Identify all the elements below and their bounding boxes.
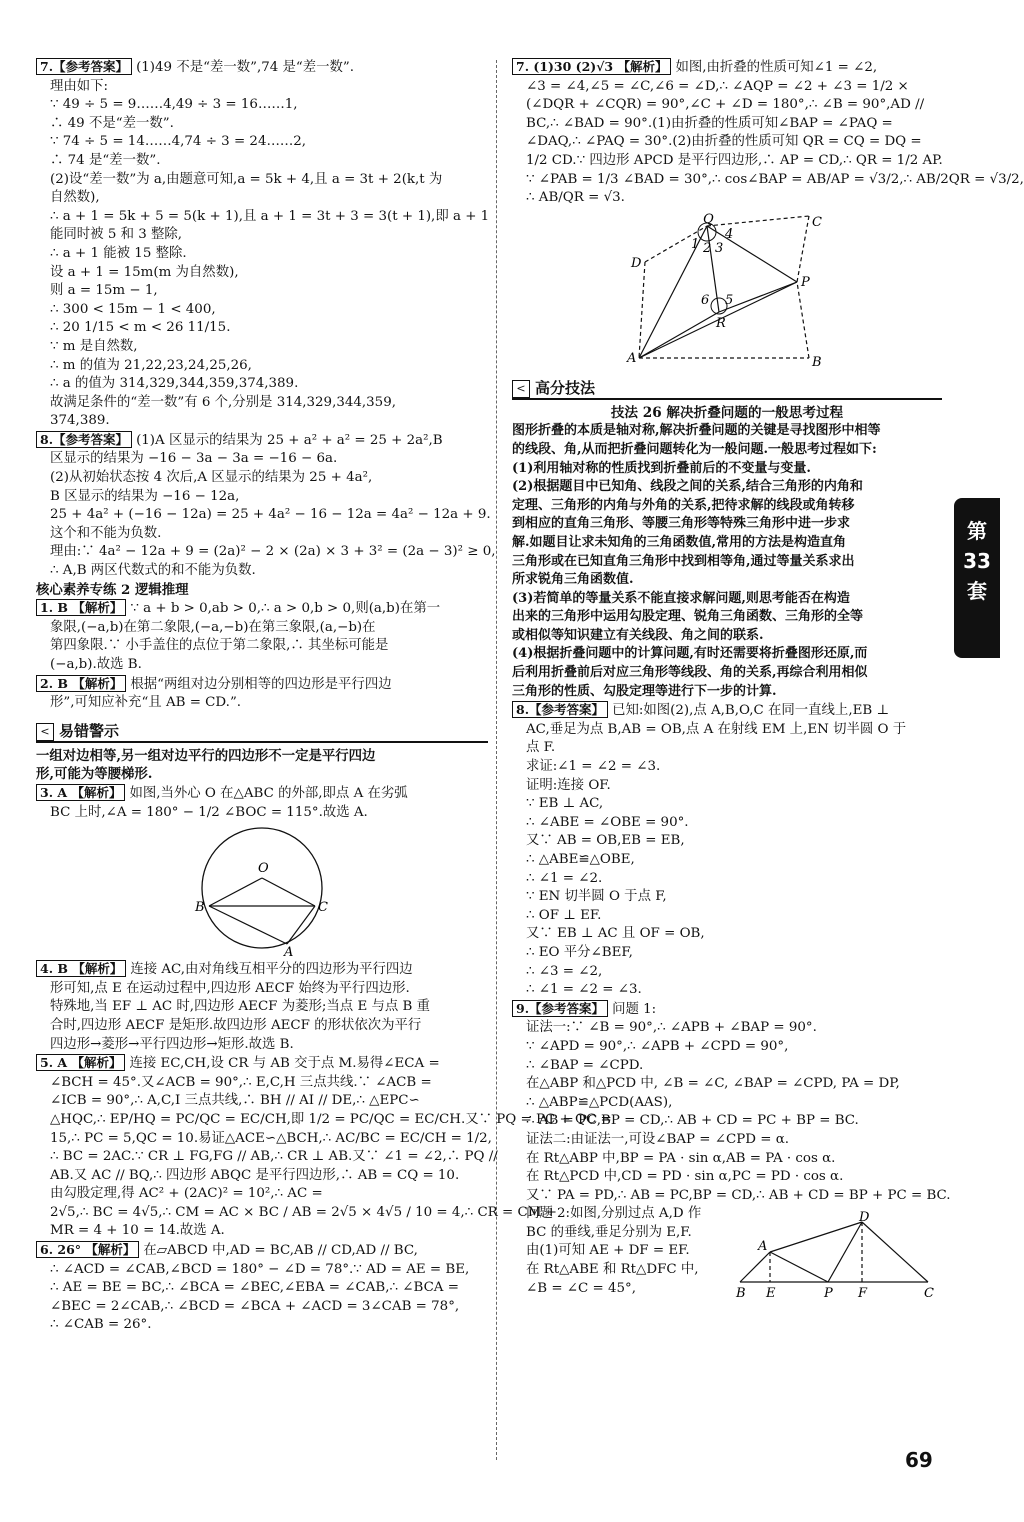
left3-line [36,1148,498,1167]
segment-oc [262,878,315,906]
line-text: ∴ ∠ACD = ∠CAB,∠BCD = 180° − ∠D = 78°.∵ AD = AE = BE, [50,1261,470,1277]
label-b: B [195,900,205,916]
line-text: ∠BCH = 45°.又∠ACB = 90°,∴ E,C,H 三点共线.∵ ∠ACB = [50,1074,432,1090]
left-line [36,637,488,656]
line-text: 由勾股定理,得 AC² + (2AC)² = 10²,∴ AC = [50,1186,323,1202]
left-line [36,338,488,357]
line-text: (1)A 区显示的结果为 25 + a² + a² = 25 + 2a²,B [136,432,443,448]
right-line [512,58,942,78]
answer-label: 1. B 【解析】 [36,599,126,616]
left-line [36,375,488,394]
line-text: ∵ a + b > 0,ab > 0,∴ a > 0,b > 0,则(a,b)在第一 [130,601,441,617]
label-d: D [631,255,642,271]
line-text: B 区显示的结果为 −16 − 12a, [50,488,240,504]
line-text: ∴ BC = 2AC.∵ CR ⊥ FG,FG // AB,∴ CR ⊥ AB.又∵ ∠1 = ∠2,∴ PQ // [50,1149,498,1165]
line-text: 在▱ABCD 中,AD = BC,AB // CD,AD // BC, [143,1243,418,1259]
label-e: E [766,1286,776,1302]
line-text: ∴ 20 1/15 < m < 26 11/15. [50,320,231,336]
page-number: 69 [905,1448,933,1472]
left-line [36,599,488,619]
right2-line [512,1131,942,1150]
technique-text: 出来的三角形中运用勾股定理、锐角三角函数、三角形的全等 [512,609,864,625]
circle-figure [187,826,337,961]
right-line [512,96,942,115]
segment-qc [707,216,809,226]
left3-line [36,1261,488,1280]
line-text: 已知:如图(2),点 A,B,O,C 在同一直线上,EB ⊥ [612,703,890,719]
line-text: 1/2 CD.∵ 四边形 APCD 是平行四边形,∴ AP = CD,∴ QR = 1/2 AP. [526,152,943,168]
line-text: 形可知,点 E 在运动过程中,四边形 AECF 始终为平行四边形. [50,980,410,996]
right2-line [512,851,942,870]
line-text: 第四象限.∵ 小手盖住的点位于第二象限,∴ 其坐标可能是 [50,638,389,654]
angle-3: 3 [715,240,724,256]
left3-line [36,1298,488,1317]
left-line [36,431,488,451]
tab-char-1: 第 [967,519,987,543]
left-line [36,301,488,320]
line-text: ∴ ∠3 = ∠2, [526,963,603,979]
line-text: ∠3 = ∠4,∠5 = ∠C,∠6 = ∠D,∴ ∠AQP = ∠2 + ∠3 = 1/2 × [526,78,909,94]
right-line [512,115,942,134]
line-text: ∴ △ABE≌△OBE, [526,852,635,867]
technique-text: 三角形的性质、勾股定理等进行下一步的计算. [512,683,777,699]
line-text: ∵ m 是自然数, [50,338,138,354]
line-text: 证法二:由证法一,可设∠BAP = ∠CPD = α. [526,1131,789,1147]
line-text: 形”,可知应补充“且 AB = CD.”. [50,695,242,711]
left3-line [36,1204,557,1223]
left2-line [36,784,488,804]
line-text: ∴ ∠1 = ∠2 = ∠3. [526,982,642,998]
left-line [36,675,488,695]
line-text: (2)设“差一数”为 a,由题意可知,a = 5k + 4,且 a = 3t + 2(k,t 为 [50,171,443,187]
label-c: C [924,1286,934,1302]
left3-line [36,1316,488,1335]
line-text: 又∵ AB = OB,EB = EB, [526,833,685,849]
line-text: 15,∴ PC = 5,QC = 10.易证△ACE∽△BCH,∴ AC/BC = EC/CH = 1/2, [50,1130,492,1146]
line-text: (−a,b).故选 B. [50,657,142,672]
right2-line [512,1057,942,1076]
line-text: ∠ICB = 90°,∴ A,C,I 三点共线,∴ BH // AI // DE,∴ △EPC∽ [50,1093,420,1109]
left-line [36,96,488,115]
angle-6: 6 [701,292,710,308]
line-text: ∴ AB/QR = √3. [526,190,625,206]
technique-text: 到相应的直角三角形、等腰三角形等特殊三角形中进一步求 [512,516,851,532]
left3-line [36,1167,488,1186]
trapezoid-figure [732,1212,942,1302]
left3-line [36,1279,488,1298]
left3-line [36,1074,488,1093]
tab-char-2: 33 [963,549,991,573]
line-text: ∴ A,B 两区代数式的和不能为负数. [50,563,256,579]
line-text: BC,∴ ∠BAD = 90°.(1)由折叠的性质可知∠BAP = ∠PAQ = [526,115,893,131]
section-marker-icon: < [512,380,530,398]
line-text: ∵ ∠APD = 90°,∴ ∠APB + ∠CPD = 90°, [526,1038,789,1054]
line-text: (2)从初始状态按 4 次后,A 区显示的结果为 25 + 4a², [50,470,373,486]
left-line [36,115,488,134]
left-line [36,562,488,581]
line-text: ∴ △ABP≌△PCD(AAS), [526,1094,673,1110]
left3-line [36,980,488,999]
left-line [36,282,488,301]
line-text: BC 的垂线,垂足分别为 E,F. [526,1224,692,1240]
label-a: A [284,945,294,961]
line-text: 自然数), [50,190,100,206]
right2-line [512,1168,942,1187]
line-text: ∠DAQ,∴ ∠PAQ = 30°.(2)由折叠的性质可知 QR = CQ = DQ = [526,134,922,150]
line-text: ∴ a + 1 = 5k + 5 = 5(k + 1),且 a + 1 = 3t + 3 = 3(t + 1),即 a + 1 [50,208,490,224]
label-b: B [736,1286,746,1302]
segment-bo [209,878,262,906]
label-q: Q [703,211,714,227]
line-text: ∴ ∠BAP = ∠CPD. [526,1057,644,1073]
left-line [36,319,488,338]
line-text: 问题 2:如图,分别过点 A,D 作 [526,1206,702,1222]
line-text: MR = 4 + 10 = 14.故选 A. [50,1223,225,1239]
left3-line [36,1130,492,1149]
segment-bp [797,282,809,358]
left-line [36,208,488,227]
technique-text: 解.如题目让求未知角的三角函数值,常用的方法是构造直角 [512,534,847,550]
label-a: A [758,1239,768,1255]
right2-line [512,758,942,777]
line-text: 2√5,∴ BC = 4√5,∴ CM = AC × BC / AB = 2√5 × 4√5 / 10 = 4,∴ CR = CM + [50,1204,557,1220]
line-text: 设 a + 1 = 15m(m 为自然数), [50,264,239,280]
angle-1: 1 [691,236,700,252]
line-text: 连接 AC,由对角线互相平分的四边形为平行四边 [130,962,413,978]
left3-line [36,1222,488,1241]
line-text: ∴ a + 1 能被 15 整除. [50,245,187,261]
line-text: 又∵ PA = PD,∴ AB = PC,BP = CD,∴ AB + CD = BP + PC = BC. [526,1187,951,1203]
line-text: ∵ EB ⊥ AC, [526,796,604,812]
answer-label: 5. A 【解析】 [36,1054,125,1071]
right-line [512,152,942,171]
line-text: 在 Rt△PCD 中,CD = PD · sin α,PC = PD · cos α. [526,1169,844,1185]
answer-label: 2. B 【解析】 [36,675,126,692]
right2-line [512,814,942,833]
right2-line [512,1112,942,1131]
answer-label: 8.【参考答案】 [512,701,608,718]
line-text: 理由:∵ 4a² − 12a + 9 = (2a)² − 2 × (2a) × 3 + 3² = (2a − 3)² ≥ 0, [50,544,496,560]
left2-line [36,804,488,823]
left3-line [36,1111,612,1130]
column-divider [496,60,497,1460]
line-text: 根据“两组对边分别相等的四边形是平行四边 [130,676,392,692]
left-line [36,469,488,488]
line-text: 在 Rt△ABP 中,BP = PA · sin α,AB = PA · cos α. [526,1150,836,1166]
high-score-technique-banner [512,374,942,400]
label-c: C [318,900,328,916]
left3-line [36,1017,488,1036]
label-d: D [859,1210,870,1226]
line-text: 又∵ EB ⊥ AC 且 OF = OB, [526,926,705,942]
left-line [36,189,488,208]
technique-text: 的线段、角,从而把折叠问题转化为一般问题.一般思考过程如下: [512,441,877,457]
line-text: ∴ 49 不是“差一数”. [50,115,174,131]
left3-line [36,1036,488,1055]
label-b: B [812,354,822,370]
tab-char-3: 套 [967,579,987,603]
line-text: ∴ ∠CAB = 26°. [50,1317,152,1333]
segment-da [639,262,645,358]
line-text: 能同时被 5 和 3 整除, [50,227,183,243]
right2-line [512,870,942,889]
left3-line [36,960,488,980]
left3-line [36,1054,488,1074]
banner-title: 易错警示 [59,722,120,741]
line-text: (∠DQR + ∠CQR) = 90°,∠C + ∠D = 180°,∴ ∠B = 90°,AD // [526,97,925,113]
line-text: (1)49 不是“差一数”,74 是“差一数”. [136,60,355,75]
error-warning-banner [36,717,488,743]
line-text: 问题 1: [612,1001,657,1017]
technique-text: 三角形或在已知直角三角形中找到相等角,通过等量关系求出 [512,553,855,569]
section-tab [954,498,1000,658]
left-line [36,133,488,152]
label-p: P [824,1286,833,1302]
line-text: 合时,四边形 AECF 是矩形.故四边形 AECF 的形状依次为平行 [50,1017,422,1033]
technique-text: (1)利用轴对称的性质找到折叠前后的不变量与变量. [512,460,811,476]
left-line [36,152,488,171]
technique-text: 定理、三角形的内角与外角的关系,把待求解的线段或角转移 [512,497,855,513]
left-line [36,450,488,469]
technique-text: (2)根据题目中已知角、线段之间的关系,结合三角形的内角和 [512,479,863,495]
line-text: 如图,由折叠的性质可知∠1 = ∠2, [675,60,878,75]
line-text: ∴ ∠ABE = ∠OBE = 90°. [526,814,689,830]
right-line [512,133,942,152]
line-text: 特殊地,当 EF ⊥ AC 时,四边形 AECF 为菱形;当点 E 与点 B 重 [50,999,431,1015]
segment-ba [740,1252,770,1282]
line-text: ∠B = ∠C = 45°, [526,1280,636,1296]
right2-line [512,1000,942,1020]
line-text: AC,垂足为点 B,AB = OB,点 A 在射线 EM 上,EN 切半圆 O 于 [526,721,907,737]
right2-line [512,1150,942,1169]
technique-text: (3)若简单的等量关系不能直接求解问题,则思考能否在构造 [512,590,850,606]
line-text: BC 上时,∠A = 180° − 1/2 ∠BOC = 115°.故选 A. [50,804,368,820]
line-text: 在 Rt△ABE 和 Rt△DFC 中, [526,1262,699,1278]
technique-text: 图形折叠的本质是轴对称,解决折叠问题的关键是寻找图形中相等 [512,423,881,439]
answer-label: 9.【参考答案】 [512,1000,608,1017]
right2-line [512,701,942,721]
line-text: ∵ EN 切半圆 O 于点 F, [526,889,667,905]
label-p: P [801,274,810,290]
right2-line [512,832,942,851]
angle-5: 5 [725,292,734,308]
left-line [36,506,491,525]
right2-line [512,925,942,944]
right2-line [512,888,942,907]
right2-line [512,739,942,758]
line-text: 理由如下: [50,78,109,94]
line-text: 374,389. [50,413,110,429]
fold-figure [627,212,827,370]
circumcircle [202,828,322,948]
line-text: 在△ABP 和△PCD 中, ∠B = ∠C, ∠BAP = ∠CPD, PA = DP, [526,1076,900,1092]
line-text: 连接 EC,CH,设 CR 与 AB 交于点 M.易得∠ECA = [129,1056,440,1072]
right2-line [512,1094,942,1113]
warning-text: 形,可能为等腰梯形. [36,766,153,783]
left-line [36,78,488,97]
right2-line [512,944,942,963]
line-text: ∴ AE = BE = BC,∴ ∠BCA = ∠BEC,∠EBA = ∠CAB,∴ ∠BCA = [50,1280,459,1296]
left-line [36,226,488,245]
line-text: 求证:∠1 = ∠2 = ∠3. [526,759,661,775]
left-line [36,58,488,78]
warning-text: 一组对边相等,另一组对边平行的四边形不一定是平行四边 [36,747,376,764]
line-text: ∴ m 的值为 21,22,23,24,25,26, [50,357,252,373]
segment-ap [770,1252,828,1282]
line-text: ∠BEC = 2∠CAB,∴ ∠BCD = ∠BCA + ∠ACD = 3∠CAB = 78°, [50,1298,460,1314]
line-text: △HQC,∴ EP/HQ = PC/QC = EC/CH,即 1/2 = PC/QC = EC/CH.又∵ PQ = PC + QC = [50,1111,612,1127]
right2-line [512,721,942,740]
left-line [36,394,488,413]
right-line [512,171,1024,190]
left3-line [36,1185,488,1204]
technique-text: 所求锐角三角函数值. [512,572,634,588]
left-line [36,245,488,264]
label-f: F [858,1286,868,1302]
left-line [36,264,488,283]
line-text: ∴ OF ⊥ EF. [526,907,602,923]
left3-line [36,1092,488,1111]
right2-line [512,963,942,982]
label-r: R [716,315,726,331]
technique-text: (4)根据折叠问题中的计算问题,有时还需要将折叠图形还原,而 [512,646,868,662]
right2-line [512,1019,942,1038]
right2-line [512,795,942,814]
answer-label: 8.【参考答案】 [36,431,132,448]
line-text: ∴ ∠1 = ∠2. [526,870,603,886]
line-text: 象限,(−a,b)在第二象限,(−a,−b)在第三象限,(a,−b)在 [50,619,376,635]
segment-dc [862,1222,928,1282]
technique-text: 后利用折叠前后对应三角形等线段、角的关系,再综合利用相似 [512,665,868,681]
left-line [36,357,488,376]
line-text: 区显示的结果为 −16 − 3a − 3a = −16 − 6a. [50,451,338,467]
answer-label: 7.【参考答案】 [36,58,132,75]
segment-ba [209,906,287,944]
left-line [36,656,488,675]
line-text: 则 a = 15m − 1, [50,283,158,299]
line-text: 由(1)可知 AE + DF = EF. [526,1243,690,1259]
left-line [36,694,488,713]
line-text: ∴ a 的值为 314,329,344,359,374,389. [50,376,299,392]
line-text: 证明:连接 OF. [526,777,611,793]
right2-line [512,1038,942,1057]
right-line [512,78,942,97]
answer-label: 4. B 【解析】 [36,960,126,977]
right2-line [512,907,942,926]
banner-title: 高分技法 [535,379,596,398]
technique-title: 技法 26 解决折叠问题的一般思考过程 [610,404,844,421]
angle-4: 4 [725,226,734,242]
left3-line [36,998,488,1017]
left-line [36,412,488,431]
label-a: A [627,350,637,366]
left-line [36,171,488,190]
left3-line [36,1241,488,1261]
angle-2: 2 [703,240,712,256]
right2-line [512,1187,951,1206]
left-line [36,581,488,600]
right-line [512,189,942,208]
line-text: ∴ 300 < 15m − 1 < 400, [50,301,216,317]
line-text: 四边形→菱形→平行四边形→矩形.故选 B. [50,1036,294,1052]
line-text: AB.又 AC // BQ,∴ 四边形 ABQC 是平行四边形,∴ AB = CQ = 10. [50,1167,460,1183]
line-text: 如图,当外心 O 在△ABC 的外部,即点 A 在劣弧 [129,785,408,801]
line-text: 证法一:∵ ∠B = 90°,∴ ∠APB + ∠BAP = 90°. [526,1020,817,1036]
segment-cp [797,216,809,282]
right2-line [512,1075,942,1094]
line-text: ∵ ∠PAB = 1/3 ∠BAD = 30°,∴ cos∠BAP = AB/AP = √3/2,∴ AB/2QR = √3/2, [526,171,1024,187]
line-text: 这个和不能为负数. [50,525,162,541]
label-o: O [258,861,269,877]
line-text: 25 + 4a² + (−16 − 12a) = 25 + 4a² − 16 − 12a = 4a² − 12a + 9. [50,507,491,523]
line-text: ∴ 74 是“差一数”. [50,152,161,168]
left-line [36,543,496,562]
line-text: ∵ 74 ÷ 5 = 14……4,74 ÷ 3 = 24……2, [50,134,307,150]
line-text: ∴ EO 平分∠BEF, [526,944,633,960]
technique-text: 或相似等知识建立有关线段、角之间的联系. [512,627,764,643]
line-text: 故满足条件的“差一数”有 6 个,分别是 314,329,344,359, [50,394,396,410]
answer-label: 7. (1)30 (2)√3 【解析】 [512,58,671,75]
left-line [36,488,488,507]
left-line [36,619,488,638]
line-text: ∵ 49 ÷ 5 = 9……4,49 ÷ 3 = 16……1, [50,97,298,113]
right2-line [512,777,942,796]
segment-ca [287,906,315,944]
section-marker-icon: < [36,723,54,741]
answer-label: 3. A 【解析】 [36,784,125,801]
line-text: 点 F. [526,740,556,756]
answer-label: 6. 26° 【解析】 [36,1241,139,1258]
right2-line [512,981,942,1000]
left-line [36,525,488,544]
line-text: 核心素养专练 2 逻辑推理 [36,581,189,598]
label-c: C [812,214,822,230]
line-text: ∴ AB = PC,BP = CD,∴ AB + CD = PC + BP = BC. [526,1113,859,1129]
